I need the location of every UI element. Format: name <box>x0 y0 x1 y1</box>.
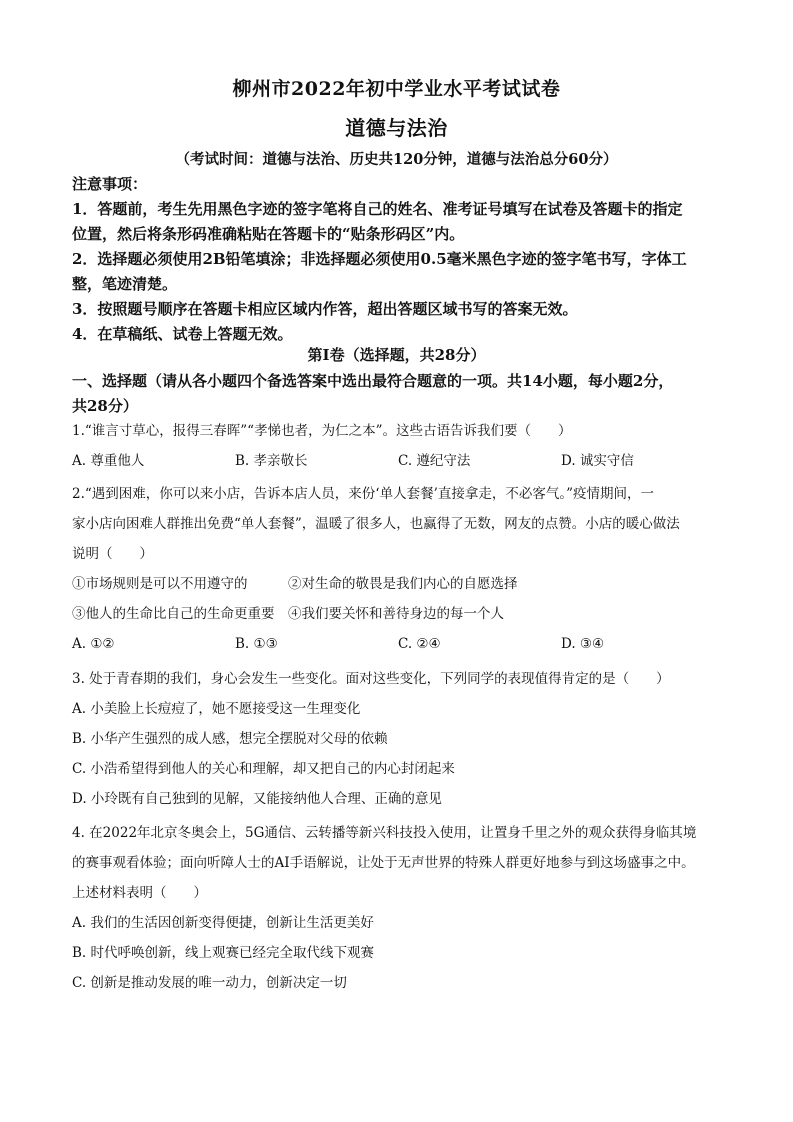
question-2-line-2: 家小店向困难人群推出免费“单人套餐”，温暖了很多人，也赢得了无数，网友的点赞。小店的暖心做法 <box>72 516 680 532</box>
question-1-options <box>72 446 724 476</box>
question-4-line-2: 的赛事观看体验；面向听障人士的AI手语解说，让处于无声世界的特殊人群更好地参与到这场盛事之中。 <box>72 855 695 871</box>
option-c: C. ②④ <box>398 636 441 652</box>
section-title: 第Ⅰ卷（选择题，共28分） <box>307 346 486 364</box>
question-2-statements-1-2 <box>72 569 724 599</box>
option-c: C. 小浩希望得到他人的关心和理解，却又把自己的内心封闭起来 <box>72 761 455 777</box>
question-4-line-1: 4. 在2022年北京冬奥会上，5G通信、云转播等新兴科技投入使用，让置身千里之外的观众获得身临其境 <box>72 825 697 841</box>
question-4 <box>72 818 724 998</box>
option-a: A. 小美脸上长痘痘了，她不愿接受这一生理变化 <box>72 701 361 717</box>
question-3-stem: 3. 处于青春期的我们，身心会发生一些变化。面对这些变化，下列同学的表现值得肯定的是（ ） <box>72 671 670 687</box>
instructions <box>72 172 732 347</box>
statement-1: ①市场规则是可以不用遵守的 <box>72 576 248 592</box>
statement-4: ④我们要关怀和善待身边的每一个人 <box>288 606 504 622</box>
question-3 <box>72 664 724 814</box>
question-2-options <box>72 629 724 659</box>
question-4-line-3: 上述材料表明（ ） <box>72 885 207 901</box>
option-a: A. 我们的生活因创新变得便捷，创新让生活更美好 <box>72 915 374 931</box>
exam-time-note: （考试时间：道德与法治、历史共120分钟，道德与法治总分60分） <box>175 151 618 168</box>
exam-title: 柳州市2022年初中学业水平考试试卷 <box>232 78 561 100</box>
instruction-1-line-1: 1．答题前，考生先用黑色字迹的签字笔将自己的姓名、准考证号填写在试卷及答题卡的指定 <box>72 200 683 218</box>
statement-2: ②对生命的敬畏是我们内心的自愿选择 <box>288 576 518 592</box>
instruction-1-line-2: 位置，然后将条形码准确粘贴在答题卡的“贴条形码区”内。 <box>72 225 465 243</box>
question-1-stem: 1.“谁言寸草心，报得三春晖”“孝悌也者，为仁之本”。这些古语告诉我们要（ ） <box>72 423 572 439</box>
statement-3: ③他人的生命比自己的生命更重要 <box>72 606 275 622</box>
question-2 <box>72 479 724 659</box>
subject-title: 道德与法治 <box>345 116 448 140</box>
instruction-2-line-1: 2．选择题必须使用2B铅笔填涂；非选择题必须使用0.5毫米黑色字迹的签字笔书写，字体工 <box>72 250 687 268</box>
option-b: B. 时代呼唤创新，线上观赛已经完全取代线下观赛 <box>72 945 375 961</box>
option-d: D. 诚实守信 <box>561 453 634 469</box>
option-c: C. 创新是推动发展的唯一动力，创新决定一切 <box>72 975 347 991</box>
option-b: B. ①③ <box>235 636 278 652</box>
instruction-4: 4．在草稿纸、试卷上答题无效。 <box>72 325 293 343</box>
part-one-heading-line-2: 共28分） <box>72 397 138 415</box>
option-b: B. 小华产生强烈的成人感，想完全摆脱对父母的依赖 <box>72 731 388 747</box>
question-1 <box>72 416 724 476</box>
question-2-line-3: 说明（ ） <box>72 546 153 562</box>
question-2-statements-3-4 <box>72 599 724 629</box>
option-d: D. 小玲既有自己独到的见解，又能接纳他人合理、正确的意见 <box>72 791 442 807</box>
part-one-heading-line-1: 一、选择题（请从各小题四个备选答案中选出最符合题意的一项。共14小题，每小题2分， <box>72 372 674 390</box>
option-b: B. 孝亲敬长 <box>235 453 308 469</box>
option-a: A. ①② <box>72 636 115 652</box>
option-a: A. 尊重他人 <box>72 453 145 469</box>
instruction-2-line-2: 整，笔迹清楚。 <box>72 275 178 293</box>
option-c: C. 遵纪守法 <box>398 453 471 469</box>
option-d: D. ③④ <box>561 636 605 652</box>
part-one-heading <box>72 369 722 419</box>
question-2-line-1: 2.“遇到困难，你可以来小店，告诉本店人员，来份‘单人套餐’直接拿走，不必客气。”疫情期间，一 <box>72 486 655 502</box>
instructions-heading: 注意事项： <box>72 175 148 193</box>
instruction-3: 3．按照题号顺序在答题卡相应区域内作答，超出答题区域书写的答案无效。 <box>72 300 578 318</box>
